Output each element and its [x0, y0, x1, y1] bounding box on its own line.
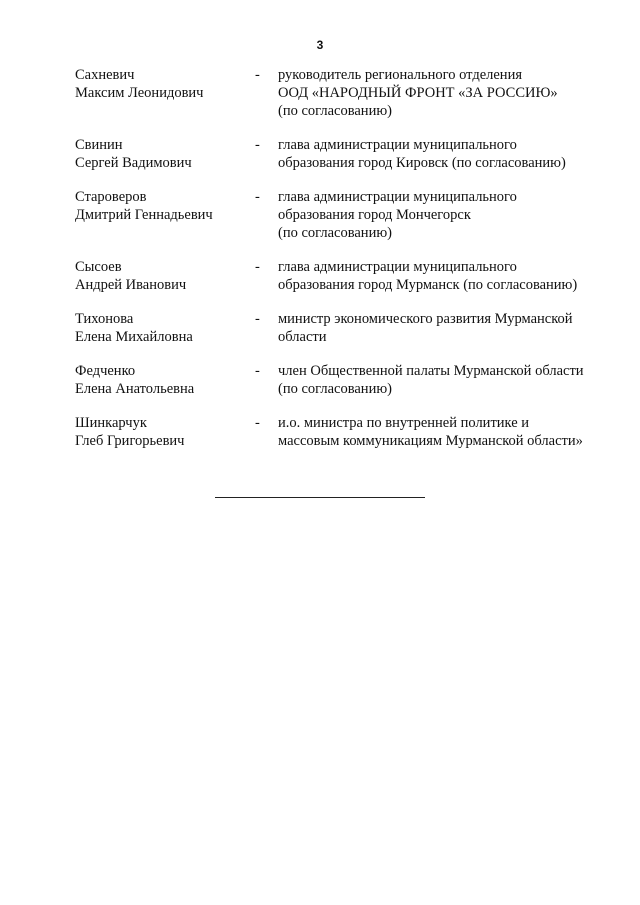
member-entry — [0, 188, 640, 242]
member-name — [75, 362, 245, 398]
member-entry — [0, 66, 640, 120]
dash-separator: - — [255, 67, 260, 83]
dash-separator: - — [255, 189, 260, 205]
role-line: глава администрации муниципального — [278, 137, 517, 153]
dash-separator: - — [255, 137, 260, 153]
member-surname: Староверов — [75, 189, 147, 205]
member-name — [75, 414, 245, 450]
dash-separator: - — [255, 363, 260, 379]
member-role — [278, 136, 618, 172]
member-role — [278, 414, 618, 450]
role-line: глава администрации муниципального — [278, 259, 517, 275]
dash-separator: - — [255, 311, 260, 327]
member-given: Сергей Вадимович — [75, 155, 192, 171]
member-entry — [0, 310, 640, 346]
role-line: образования город Мурманск (по согласованию) — [278, 277, 578, 293]
role-line: ООД «НАРОДНЫЙ ФРОНТ «ЗА РОССИЮ» — [278, 85, 558, 101]
member-entry — [0, 414, 640, 450]
member-role — [278, 258, 618, 294]
role-line: руководитель регионального отделения — [278, 67, 522, 83]
role-line: министр экономического развития Мурманской — [278, 311, 573, 327]
member-given: Андрей Иванович — [75, 277, 187, 293]
member-given: Дмитрий Геннадьевич — [75, 207, 213, 223]
member-name — [75, 188, 245, 224]
role-line: образования город Кировск (по согласованию) — [278, 155, 566, 171]
member-name — [75, 136, 245, 172]
page-number: 3 — [316, 38, 324, 52]
member-list — [0, 66, 640, 450]
member-given: Елена Анатольевна — [75, 381, 195, 397]
member-name — [75, 66, 245, 102]
member-surname: Сысоев — [75, 259, 122, 275]
role-line: (по согласованию) — [278, 381, 392, 397]
member-entry — [0, 362, 640, 398]
role-line: член Общественной палаты Мурманской области — [278, 363, 584, 379]
member-entry — [0, 258, 640, 294]
member-role — [278, 362, 618, 398]
member-surname: Свинин — [75, 137, 123, 153]
member-given: Глеб Григорьевич — [75, 433, 185, 449]
role-line: и.о. министра по внутренней политике и — [278, 415, 530, 431]
member-given: Елена Михайловна — [75, 329, 193, 345]
member-role — [278, 310, 618, 346]
member-surname: Федченко — [75, 363, 136, 379]
role-line: глава администрации муниципального — [278, 189, 517, 205]
member-name — [75, 258, 245, 294]
member-surname: Сахневич — [75, 67, 135, 83]
member-role — [278, 188, 618, 242]
role-line: области — [278, 329, 327, 345]
member-role — [278, 66, 618, 120]
member-name — [75, 310, 245, 346]
closing-separator-line — [215, 497, 425, 498]
role-line: массовым коммуникациям Мурманской области» — [278, 433, 583, 449]
dash-separator: - — [255, 259, 260, 275]
role-line: образования город Мончегорск — [278, 207, 471, 223]
member-entry — [0, 136, 640, 172]
member-surname: Шинкарчук — [75, 415, 147, 431]
role-line: (по согласованию) — [278, 103, 392, 119]
member-surname: Тихонова — [75, 311, 134, 327]
member-given: Максим Леонидович — [75, 85, 204, 101]
role-line: (по согласованию) — [278, 225, 392, 241]
dash-separator: - — [255, 415, 260, 431]
